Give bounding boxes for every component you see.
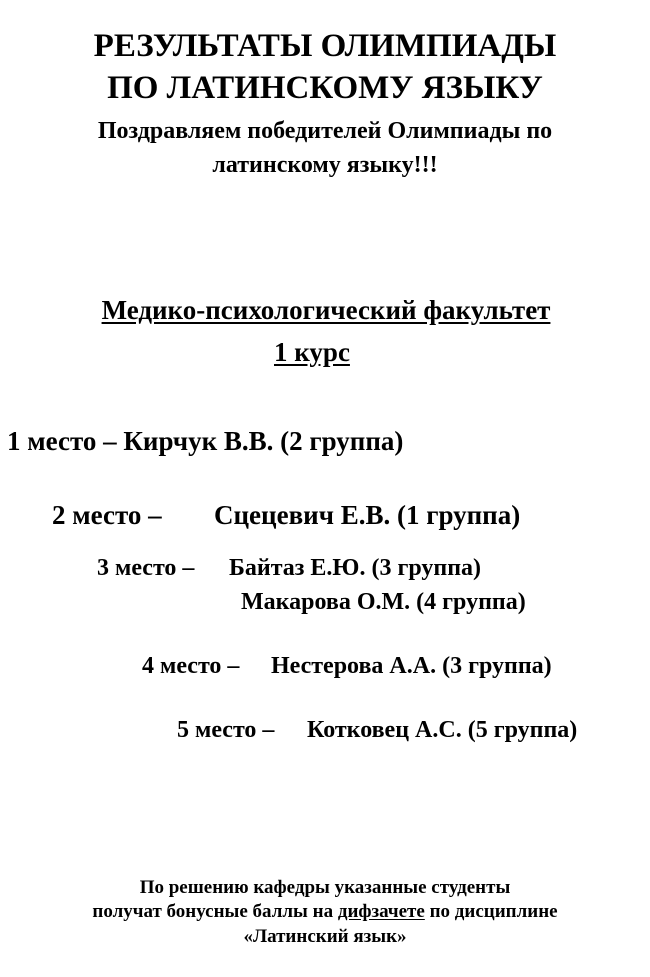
place-1-label: 1 место –	[7, 426, 117, 456]
footer-line-1: По решению кафедры указанные студенты	[139, 877, 511, 898]
place-1-winner: Кирчук В.В. (2 группа)	[123, 426, 404, 456]
place-2-label: 2 место –	[52, 500, 162, 530]
place-4-label: 4 место –	[142, 653, 240, 679]
place-2-row	[52, 500, 162, 531]
place-4-winner: Нестерова А.А. (3 группа)	[271, 653, 552, 679]
place-3-winner-1: Байтаз Е.Ю. (3 группа)	[229, 555, 482, 581]
footer-line-2-after: по дисциплине	[429, 901, 558, 922]
page-title-line-2: ПО ЛАТИНСКОМУ ЯЗЫКУ	[107, 70, 543, 106]
place-2-winner: Сцецевич Е.В. (1 группа)	[214, 500, 521, 530]
congrats-line-1: Поздравляем победителей Олимпиады по	[97, 118, 553, 144]
page-title-line-1: РЕЗУЛЬТАТЫ ОЛИМПИАДЫ	[93, 28, 557, 64]
course-heading: 1 курс	[274, 337, 350, 367]
footer-line-2-before: получат бонусные баллы на	[92, 901, 334, 922]
congrats-line-2: латинскому языку!!!	[212, 152, 438, 178]
place-3-label: 3 место –	[97, 555, 195, 581]
faculty-heading: Медико-психологический факультет	[101, 295, 551, 325]
place-1-row	[7, 426, 403, 457]
place-5-label: 5 место –	[177, 717, 275, 743]
footer-line-2	[0, 900, 650, 924]
footer-line-2-underlined: дифзачете	[337, 901, 425, 922]
place-5-winner: Котковец А.С. (5 группа)	[307, 717, 578, 743]
footer-line-3: «Латинский язык»	[243, 926, 407, 947]
place-3-winner-2: Макарова О.М. (4 группа)	[241, 589, 526, 615]
